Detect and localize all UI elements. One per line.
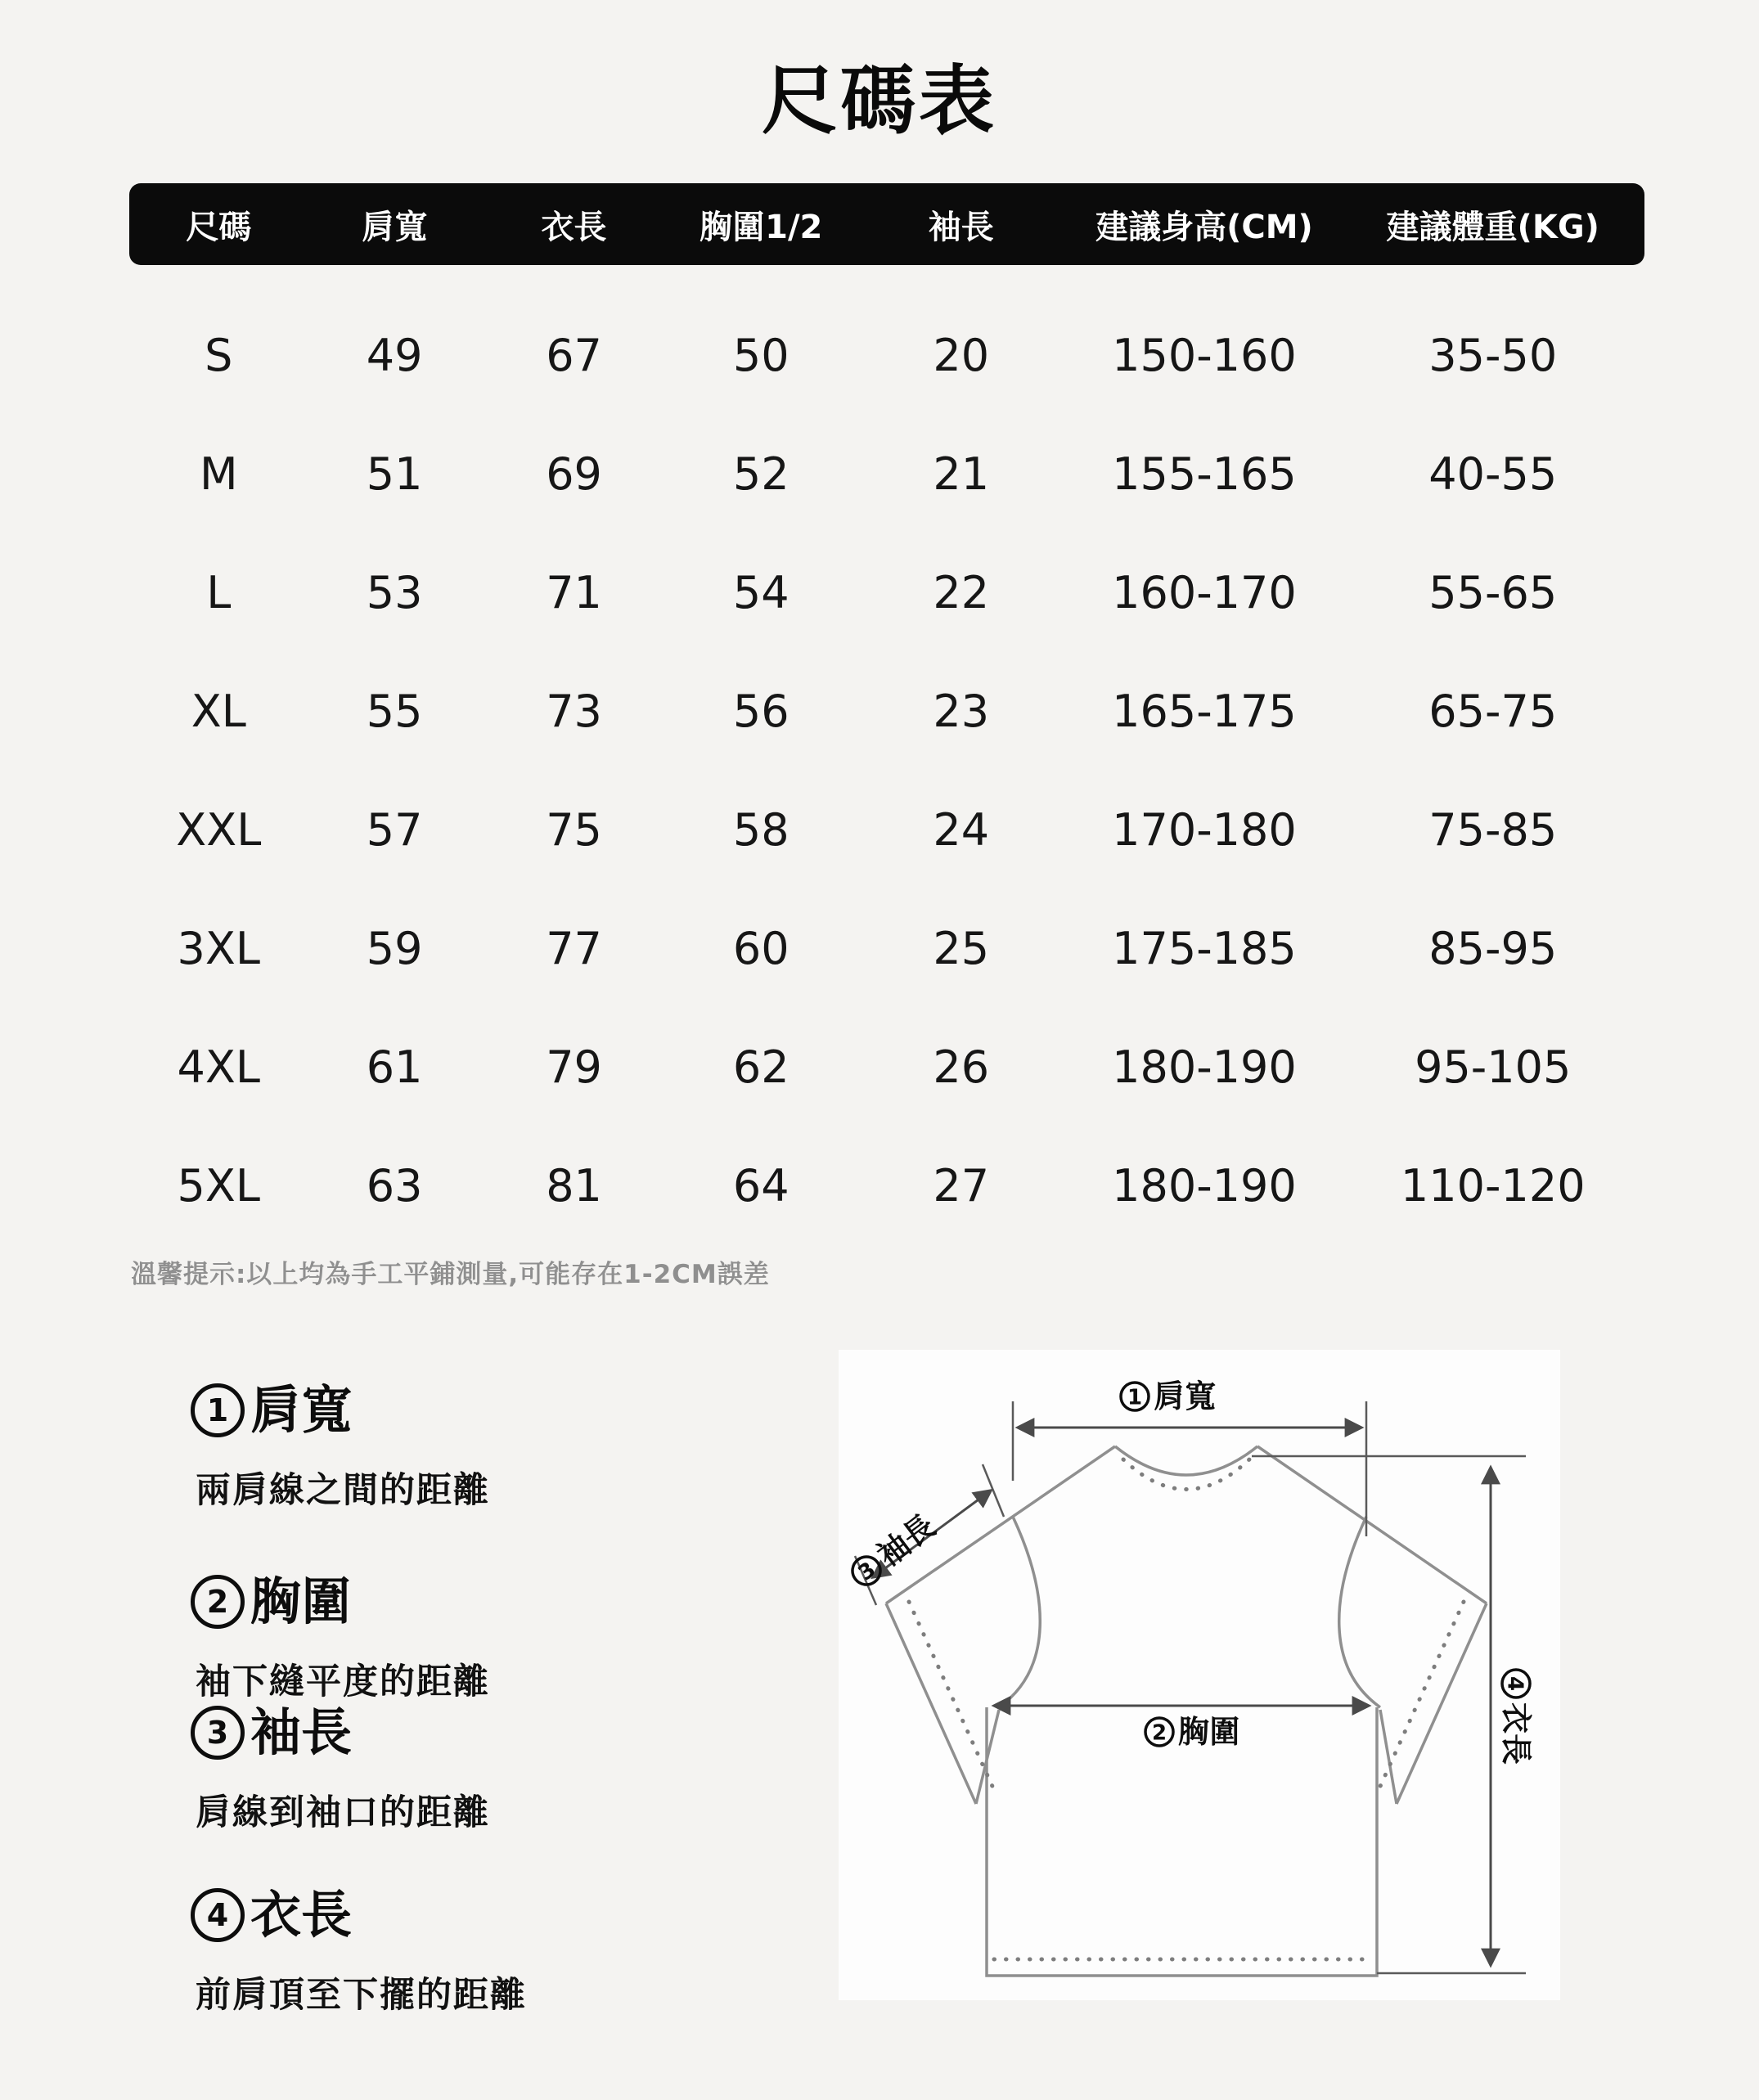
shoulder-label-number: 1 [1127,1385,1143,1410]
table-row [129,533,1644,652]
shoulder-label-text: 肩寬 [1154,1378,1217,1414]
table-cell: 24 [933,804,990,856]
table-cell: 160-170 [1112,567,1297,618]
table-cell: 63 [366,1160,423,1212]
col-header-shoulder: 肩寬 [362,208,428,246]
col-header-weight: 建議體重(KG) [1386,208,1599,246]
table-cell: 26 [933,1041,990,1093]
size-label: M [199,448,238,500]
table-cell: 81 [546,1160,602,1212]
length-label-text: 衣長 [1498,1702,1534,1765]
sleeve-upper-tick [983,1464,1004,1517]
tshirt-outline [886,1446,1487,1976]
right-cuff-stitch [1379,1602,1464,1790]
size-label: S [205,330,233,381]
chest-dimension-label [1145,1714,1240,1750]
legend-description: 兩肩線之間的距離 [196,1470,490,1511]
table-cell: 77 [546,923,602,974]
table-cell: 150-160 [1112,330,1297,381]
table-cell: 49 [366,330,423,381]
chest-label-number: 2 [1151,1720,1167,1746]
col-header-size: 尺碼 [186,208,252,246]
col-header-length: 衣長 [541,208,607,246]
table-cell: 23 [933,686,990,737]
table-cell: 64 [732,1160,790,1212]
table-cell: 51 [366,448,423,500]
legend-heading [191,1572,490,1631]
table-cell: 155-165 [1112,448,1297,500]
size-label: XXL [176,804,262,856]
tshirt-measurement-diagram [839,1350,1560,2000]
measurement-note: 溫馨提示:以上均為手工平鋪測量,可能存在1-2CM誤差 [131,1260,770,1289]
legend-item-sleeve [191,1703,490,1835]
table-cell: 21 [933,448,990,500]
tshirt-diagram-svg [839,1350,1560,2000]
table-cell: 53 [366,567,423,618]
circled-number-3: 3 [191,1706,245,1760]
left-armhole-curve [999,1517,1040,1707]
length-dimension-label [1498,1670,1534,1765]
sleeve-label-number: 3 [853,1557,881,1586]
legend-label: 衣長 [250,1885,353,1945]
table-cell: 59 [366,923,423,974]
left-cuff-line [886,1603,976,1804]
legend-heading [191,1703,490,1762]
stitch-lines [909,1459,1464,1959]
table-row [129,296,1644,415]
table-cell: 20 [933,330,990,381]
circled-number-2: 2 [191,1575,245,1629]
col-header-sleeve: 袖長 [928,208,994,246]
table-cell: 75 [546,804,602,856]
table-cell: 56 [732,686,790,737]
table-row [129,1126,1644,1245]
legend-heading [191,1381,490,1440]
table-row [129,889,1644,1008]
left-cuff-stitch [909,1602,994,1790]
collar-line [1115,1446,1257,1475]
table-cell: 61 [366,1041,423,1093]
table-cell: 60 [732,923,790,974]
table-cell: 170-180 [1112,804,1297,856]
right-cuff-line [1397,1603,1487,1804]
legend-description: 肩線到袖口的距離 [196,1792,490,1833]
table-cell: 35-50 [1428,330,1558,381]
table-cell: 62 [732,1041,790,1093]
right-armhole-curve [1339,1517,1380,1707]
table-cell: 55 [366,686,423,737]
table-cell: 110-120 [1400,1160,1586,1212]
table-cell: 50 [732,330,790,381]
table-cell: 180-190 [1112,1160,1297,1212]
table-row [129,415,1644,533]
table-cell: 52 [732,448,790,500]
col-header-height: 建議身高(CM) [1095,208,1313,246]
table-cell: 71 [546,567,602,618]
col-header-chest: 胸圍1/2 [700,208,823,246]
right-shoulder-line [1257,1446,1487,1603]
size-label: 4XL [177,1041,260,1093]
chest-label-text: 胸圍 [1178,1714,1241,1750]
legend-item-length [191,1886,527,2017]
table-cell: 165-175 [1112,686,1297,737]
table-cell: 65-75 [1428,686,1558,737]
table-cell: 54 [732,567,790,618]
shoulder-dimension-label [1121,1378,1216,1414]
table-row [129,1008,1644,1126]
right-underarm-line [1380,1710,1397,1804]
table-cell: 67 [546,330,602,381]
page-title: 尺碼表 [761,57,997,145]
table-cell: 73 [546,686,602,737]
table-cell: 79 [546,1041,602,1093]
table-cell: 58 [732,804,790,856]
table-row [129,771,1644,889]
sleeve-dimension-label [844,1508,942,1594]
table-cell: 55-65 [1428,567,1558,618]
table-cell: 25 [933,923,990,974]
circled-number-4: 4 [191,1888,245,1942]
table-header [129,183,1644,265]
legend-item-chest [191,1572,490,1704]
table-row [129,652,1644,771]
size-label: XL [191,686,246,737]
size-label: 3XL [177,923,260,974]
sleeve-label-text: 袖長 [871,1507,942,1574]
size-label: 5XL [177,1160,260,1212]
legend-description: 袖下縫平度的距離 [196,1662,490,1702]
dimension-arrows [873,1428,1491,1965]
legend-heading [191,1886,527,1945]
table-cell: 85-95 [1428,923,1558,974]
length-label-number: 4 [1502,1675,1527,1692]
legend-label: 胸圍 [250,1572,353,1631]
table-cell: 69 [546,448,602,500]
table-cell: 180-190 [1112,1041,1297,1093]
legend-description: 前肩頂至下擺的距離 [196,1975,527,2016]
table-body [129,296,1644,1245]
circled-number-1: 1 [191,1383,245,1437]
table-cell: 57 [366,804,423,856]
legend-label: 袖長 [250,1702,353,1762]
legend-item-shoulder [191,1381,490,1513]
table-cell: 175-185 [1112,923,1297,974]
table-cell: 75-85 [1428,804,1558,856]
size-label: L [206,567,232,618]
table-cell: 40-55 [1428,448,1558,500]
table-cell: 22 [933,567,990,618]
table-cell: 27 [933,1160,990,1212]
table-cell: 95-105 [1415,1041,1572,1093]
legend-label: 肩寬 [250,1380,353,1440]
